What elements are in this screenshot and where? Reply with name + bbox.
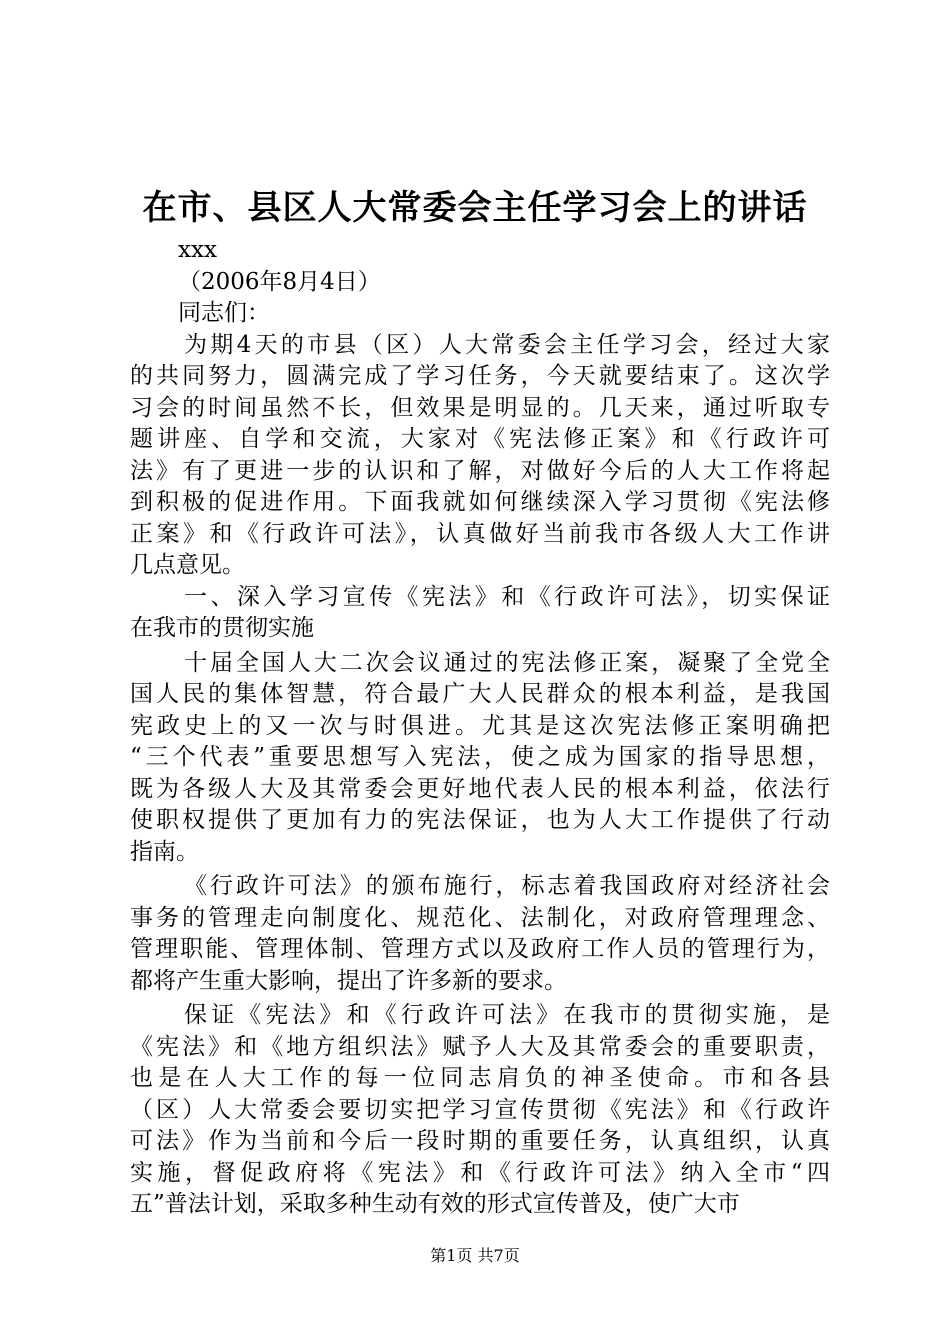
paragraph (130, 871, 830, 997)
paragraph-line: 事务的管理走向制度化、规范化、法制化，对政府管理理念、 (130, 904, 830, 931)
paragraph-line: 五”普法计划，采取多种生动有效的形式宣传普及，使广大市 (130, 1191, 740, 1217)
paragraph-line: 到积极的促进作用。下面我就如何继续深入学习贯彻《宪法修 (130, 489, 830, 515)
date-line: （2006年8月4日） (178, 268, 381, 295)
paragraph-line: 使职权提供了更加有力的宪法保证，也为人大工作提供了行动 (130, 807, 830, 833)
author-line: xxx (178, 237, 217, 263)
paragraph-line: 几点意见。 (130, 552, 245, 578)
document-body (130, 235, 830, 1221)
paragraph-line: 保证《宪法》和《行政许可法》在我市的贯彻实施，是 (184, 1002, 830, 1028)
paragraph-line: 正案》和《行政许可法》，认真做好当前我市各级人大工作讲 (130, 520, 830, 547)
paragraph-line: 指南。 (130, 838, 199, 865)
paragraph-line: 可法》作为当前和今后一段时期的重要任务，认真组织，认真 (130, 1128, 830, 1154)
paragraph-line: 也是在人大工作的每一位同志肩负的神圣使命。市和各县 (130, 1065, 830, 1091)
paragraph-line: 在我市的贯彻实施 (130, 615, 314, 641)
paragraph-line: （区）人大常委会要切实把学习宣传贯彻《宪法》和《行政许 (130, 1096, 830, 1123)
paragraph-line: 宪政史上的又一次与时俱进。尤其是这次宪法修正案明确把 (130, 712, 830, 739)
paragraph-line: 《宪法》和《地方组织法》赋予人大及其常委会的重要职责， (130, 1033, 830, 1060)
paragraph (130, 330, 830, 582)
document-title: 在市、县区人大常委会主任学习会上的讲话 (142, 188, 808, 228)
paragraph-line: 实施，督促政府将《宪法》和《行政许可法》纳入全市“四 (130, 1159, 830, 1186)
paragraph (130, 648, 830, 869)
paragraph-line: 的共同努力，圆满完成了学习任务，今天就要结束了。这次学 (130, 363, 830, 389)
paragraph-line: 都将产生重大影响，提出了许多新的要求。 (130, 967, 567, 994)
paragraph-line: 国人民的集体智慧，符合最广大人民群众的根本利益，是我国 (130, 681, 830, 707)
page-footer: 第1页 共7页 (430, 1246, 520, 1265)
paragraph-line: 一、深入学习宣传《宪法》和《行政许可法》，切实保证 (184, 583, 830, 610)
paragraph (130, 582, 830, 645)
paragraph-line: 《行政许可法》的颁布施行，标志着我国政府对经济社会 (184, 873, 830, 899)
paragraph-line: “三个代表”重要思想写入宪法，使之成为国家的指导思想， (130, 744, 830, 770)
paragraph-line: 题讲座、自学和交流，大家对《宪法修正案》和《行政许可 (130, 426, 830, 452)
paragraph-line: 为期4天的市县（区）人大常委会主任学习会，经过大家 (184, 331, 830, 358)
paragraph-line: 既为各级人大及其常委会更好地代表人民的根本利益，依法行 (130, 775, 830, 802)
paragraph-line: 十届全国人大二次会议通过的宪法修正案，凝聚了全党全 (184, 649, 830, 676)
paragraph-line: 管理职能、管理体制、管理方式以及政府工作人员的管理行为， (130, 936, 830, 962)
paragraph (130, 1000, 830, 1221)
salutation-line: 同志们： (178, 300, 270, 326)
paragraph-line: 法》有了更进一步的认识和了解，对做好今后的人大工作将起 (130, 457, 830, 484)
paragraphs-container (130, 330, 830, 1221)
paragraph-line: 习会的时间虽然不长，但效果是明显的。几天来，通过听取专 (130, 394, 830, 421)
